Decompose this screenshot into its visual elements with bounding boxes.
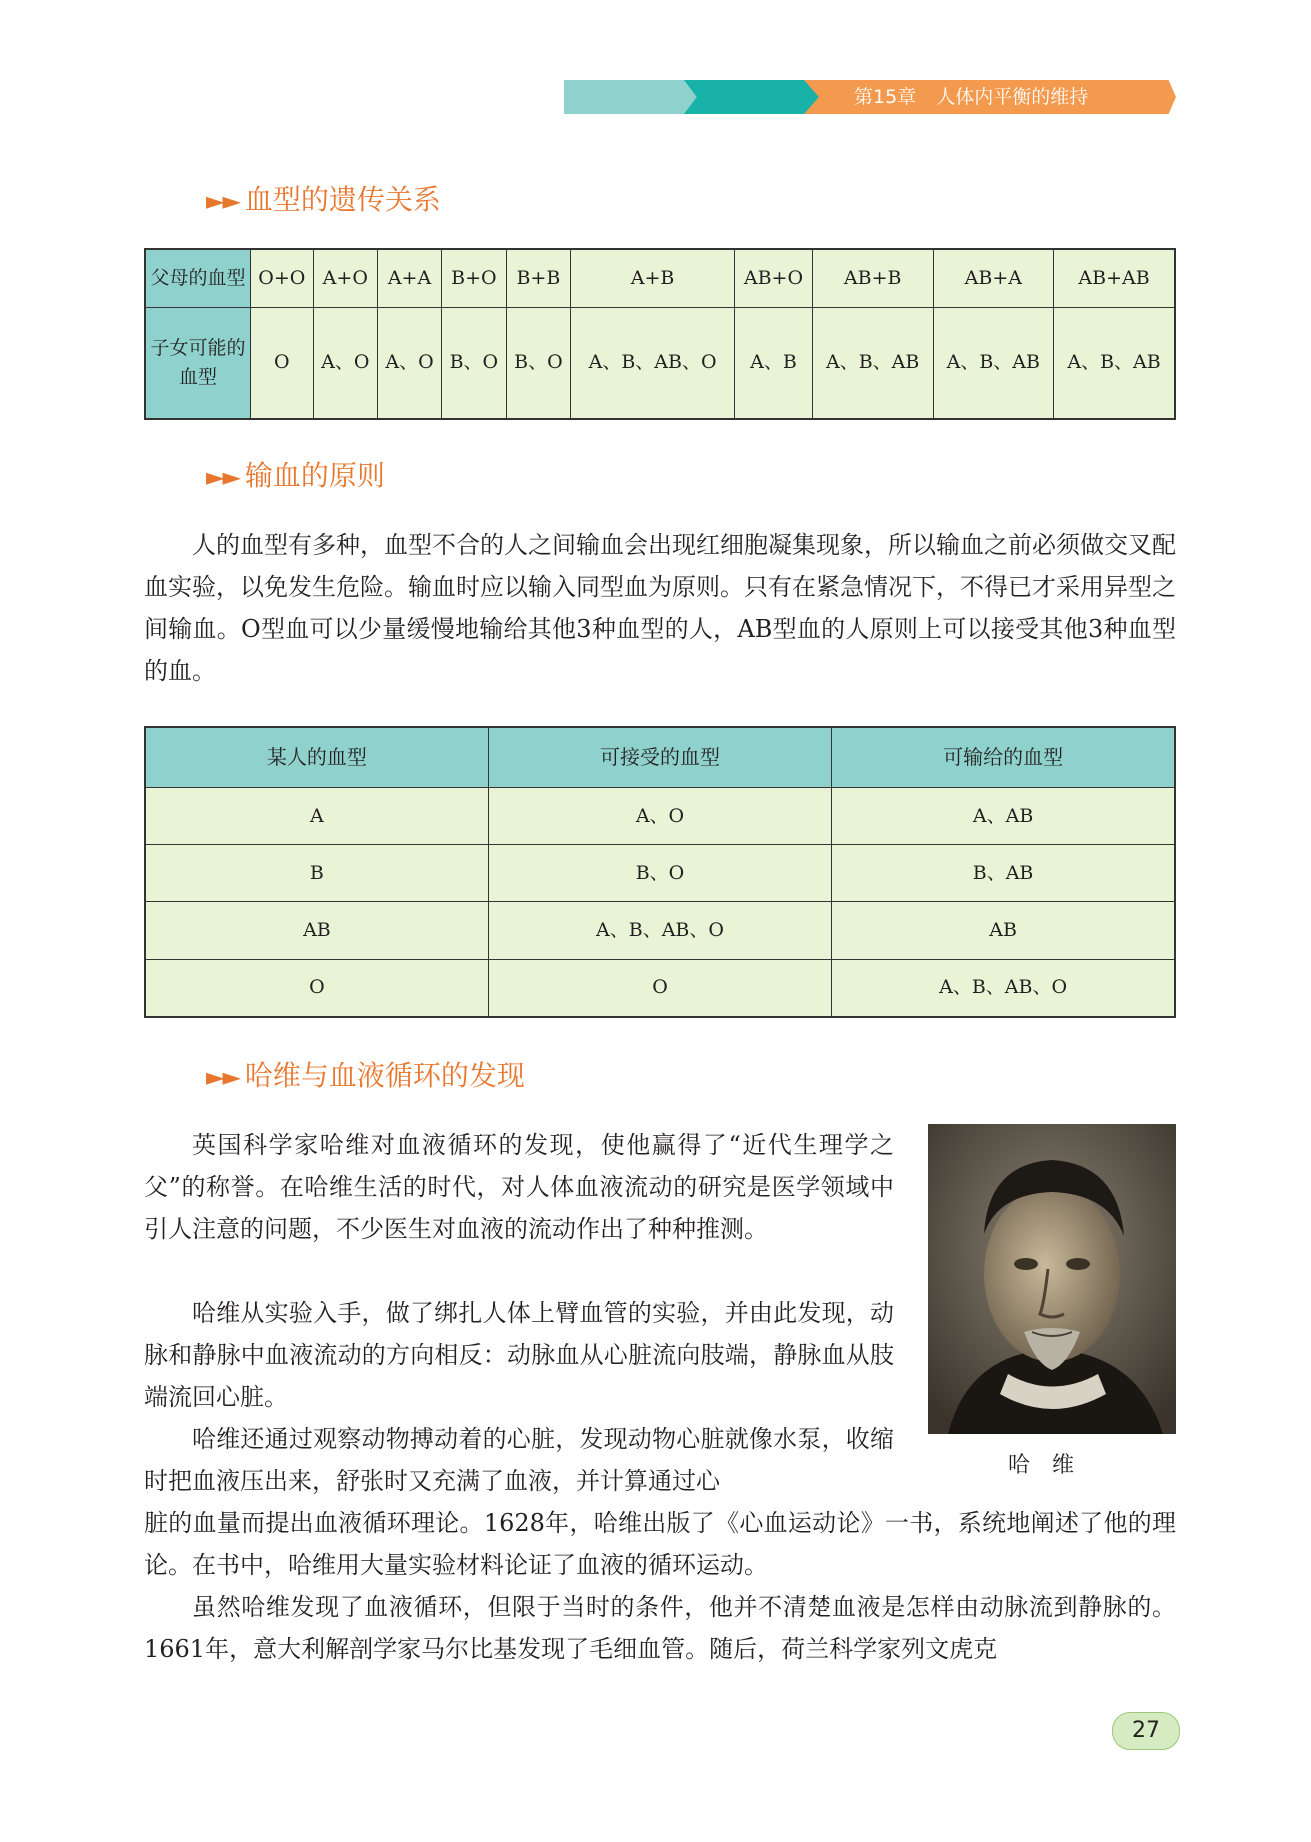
column-header: 某人的血型 <box>145 727 488 788</box>
table-cell: O+O <box>251 249 314 308</box>
table-cell: O <box>251 308 314 419</box>
double-arrow-icon: ►► <box>206 187 239 215</box>
table-cell: A、B、AB <box>812 308 933 419</box>
page-number: 27 <box>1112 1712 1180 1750</box>
table-cell: B <box>145 845 488 902</box>
harvey-paragraph-3b: 脏的血量而提出血液循环理论。1628年，哈维出版了《心血运动论》一书，系统地阐述了他的理论。在书中，哈维用大量实验材料论证了血液的循环运动。 <box>144 1509 1176 1579</box>
table-cell: A、B、AB <box>1054 308 1175 419</box>
harvey-paragraph-2: 哈维从实验入手，做了绑扎人体上臂血管的实验，并由此发现，动脉和静脉中血液流动的方向相反：动脉血从心脏流向肢端，静脉血从肢端流回心脏。 <box>144 1299 894 1411</box>
table-cell: A、B <box>735 308 813 419</box>
section-title: 血型的遗传关系 <box>244 183 441 216</box>
table-row <box>145 845 1175 902</box>
table-cell: AB+O <box>735 249 813 308</box>
table-cell: A、AB <box>832 788 1175 845</box>
table-row <box>145 902 1175 959</box>
table-cell: B、O <box>488 845 831 902</box>
table-cell: AB+B <box>812 249 933 308</box>
table-cell: A、B、AB、O <box>488 902 831 959</box>
table-row <box>145 249 1175 308</box>
chapter-title: 人体内平衡的维持 <box>936 86 1089 108</box>
row-header-children: 子女可能的血型 <box>145 308 251 419</box>
section-heading-harvey <box>206 1054 525 1094</box>
table-cell: A+B <box>571 249 735 308</box>
column-header: 可接受的血型 <box>488 727 831 788</box>
harvey-paragraph-3a: 哈维还通过观察动物搏动着的心脏，发现动物心脏就像水泵，收缩时把血液压出来，舒张时又充满了血液，并计算通过心 <box>144 1425 894 1495</box>
inheritance-table <box>144 248 1176 420</box>
table-row <box>145 788 1175 845</box>
table-cell: A、B、AB、O <box>832 959 1175 1017</box>
column-header: 可输给的血型 <box>832 727 1175 788</box>
section-title: 哈维与血液循环的发现 <box>244 1059 525 1092</box>
harvey-portrait <box>928 1124 1176 1434</box>
section-heading-transfusion <box>206 454 385 494</box>
table-cell: A+O <box>313 249 377 308</box>
table-cell: AB+A <box>933 249 1054 308</box>
table-cell: B、AB <box>832 845 1175 902</box>
table-cell: A <box>145 788 488 845</box>
table-cell: O <box>488 959 831 1017</box>
table-cell: O <box>145 959 488 1017</box>
table-cell: A、B、AB、O <box>571 308 735 419</box>
table-row <box>145 308 1175 419</box>
table-row <box>145 959 1175 1017</box>
row-header-parents: 父母的血型 <box>145 249 251 308</box>
chapter-label <box>854 80 1088 114</box>
chapter-banner <box>564 80 1176 114</box>
table-cell: A、O <box>313 308 377 419</box>
portrait-caption: 哈维 <box>1007 1453 1096 1478</box>
table-cell: B、O <box>506 308 571 419</box>
table-cell: A、O <box>488 788 831 845</box>
table-cell: A、O <box>377 308 441 419</box>
table-cell: AB <box>832 902 1175 959</box>
table-cell: B+B <box>506 249 571 308</box>
transfusion-paragraph: 人的血型有多种，血型不合的人之间输血会出现红细胞凝集现象，所以输血之前必须做交叉配血实验，以免发生危险。输血时应以输入同型血为原则。只有在紧急情况下，不得已才采用异型之间输血。O型血可以少量缓慢地输给其他3种血型的人，AB型血的人原则上可以接受其他3种血型的血。 <box>144 531 1176 685</box>
table-cell: A+A <box>377 249 441 308</box>
section-title: 输血的原则 <box>244 459 385 492</box>
table-cell: AB+AB <box>1054 249 1175 308</box>
section-heading-inheritance <box>206 178 441 218</box>
table-header-row <box>145 727 1175 788</box>
double-arrow-icon: ►► <box>206 463 239 491</box>
table-cell: AB <box>145 902 488 959</box>
banner-segment-light <box>564 80 706 114</box>
harvey-paragraph-1: 英国科学家哈维对血液循环的发现，使他赢得了“近代生理学之父”的称誉。在哈维生活的时代，对人体血液流动的研究是医学领域中引人注意的问题，不少医生对血液的流动作出了种种推测。 <box>144 1131 894 1243</box>
transfusion-table <box>144 726 1176 1018</box>
table-cell: B+O <box>442 249 507 308</box>
table-cell: B、O <box>442 308 507 419</box>
double-arrow-icon: ►► <box>206 1063 239 1091</box>
table-cell: A、B、AB <box>933 308 1054 419</box>
harvey-paragraph-4: 虽然哈维发现了血液循环，但限于当时的条件，他并不清楚血液是怎样由动脉流到静脉的。1661年，意大利解剖学家马尔比基发现了毛细血管。随后，荷兰科学家列文虎克 <box>144 1593 1176 1663</box>
chapter-number: 第15章 <box>854 86 917 108</box>
